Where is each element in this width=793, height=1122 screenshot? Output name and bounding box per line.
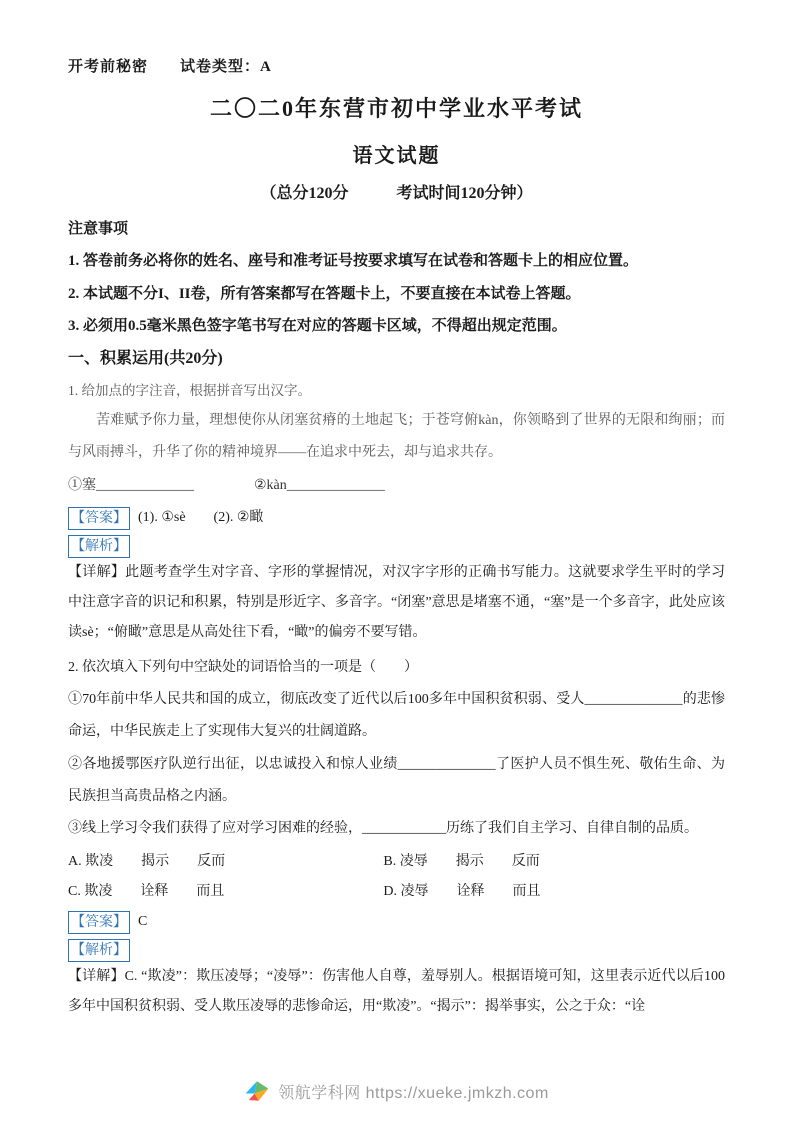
exam-score-time-info: （总分120分 考试时间120分钟） [260,185,533,202]
exam-title: 二〇二0年东营市初中学业水平考试 [209,96,583,121]
q2-option-a [68,847,383,876]
notice-item-1: 1. 答卷前务必将你的姓名、座号和准考证号按要求填写在试卷和答题卡上的相应位置。 [68,253,639,270]
q2-answer-label: 【答案】 [68,911,130,934]
watermark-text: 领航学科网 https://xueke.jmkzh.com [278,1084,549,1102]
q2-option-c-label: C. [68,883,81,899]
q1-answer-text: (1). ①sè (2). ②瞰 [138,509,264,525]
q1-blank-2: ②kàn______________ [254,477,385,493]
q2-option-d [383,877,725,906]
q1-analysis-line [68,535,725,558]
q2-option-c-text: 欺凌 诠释 而且 [84,883,225,899]
q2-option-a-text: 欺凌 揭示 反而 [85,854,226,870]
q1-analysis-label: 【解析】 [68,535,130,558]
q2-item-3: ③线上学习令我们获得了应对学习困难的经验，____________历练了我们自主学习、自律自制的品质。 [68,820,698,836]
q1-answer-label: 【答案】 [68,507,130,530]
q1-answer-line [68,502,725,535]
q2-option-d-text: 凌辱 诠释 而且 [400,883,541,899]
section-title: 一、积累运用(共20分) [68,350,223,367]
q2-detail: 【详解】C. “欺凌”：欺压凌辱；“凌辱”：伤害他人自尊，羞辱别人。根据语境可知，这里表示近代以后100多年中国积贫积弱、受人欺压凌辱的悲惨命运，用“欺凌”。“揭示”：揭举事实，公之于众：“诠 [68,968,725,1014]
q2-option-b-text: 凌辱 揭示 反而 [399,854,540,870]
q2-option-b [383,847,725,876]
footer-watermark [68,1078,725,1122]
q2-analysis-line [68,939,725,962]
q2-item-1: ①70年前中华人民共和国的成立，彻底改变了近代以后100多年中国积贫积弱、受人______________的悲惨命运，中华民族走上了实现伟大复兴的壮阔道路。 [68,692,725,740]
exam-subject-title: 语文试题 [352,145,441,167]
q1-passage: 苦难赋予你力量，理想使你从闭塞贫瘠的土地起飞；于苍穹俯kàn，你领略到了世界的无限和绚丽；而与风雨搏斗，升华了你的精神境界——在追求中死去，却与追求共存。 [68,413,725,461]
q2-answer-line [68,906,725,939]
q1-blank-1: ①塞______________ [68,477,194,493]
q1-stem: 1. 给加点的字注音，根据拼音写出汉字。 [68,382,311,398]
q1-detail: 【详解】此题考查学生对字音、字形的掌握情况，对汉字字形的正确书写能力。这就要求学生平时的学习中注意字音的识记和积累，特别是形近字、多音字。“闭塞”意思是堵塞不通，“塞”是一个多音字，此处应该读sè；“俯瞰”意思是从高处往下看，“瞰”的偏旁不要写错。 [68,564,725,640]
q2-answer-text: C [138,913,148,929]
notice-heading: 注意事项 [68,221,129,237]
q2-option-b-label: B. [383,854,397,870]
notice-item-3: 3. 必须用0.5毫米黑色签字笔书写在对应的答题卡区域，不得超出规定范围。 [68,317,567,334]
q2-stem: 2. 依次填入下列句中空缺处的词语恰当的一项是（ ） [68,660,418,676]
q2-option-d-label: D. [383,883,397,899]
q2-option-c [68,877,383,906]
q2-options [68,847,725,906]
q2-option-a-label: A. [68,854,82,870]
q1-blanks-line [68,470,725,502]
notice-item-2: 2. 本试题不分I、II卷，所有答案都写在答题卡上，不要直接在本试卷上答题。 [68,285,581,302]
site-logo-icon [244,1078,270,1104]
exam-secrecy-label: 开考前秘密 试卷类型：A [68,59,272,75]
q2-analysis-label: 【解析】 [68,939,130,962]
q2-item-2: ②各地援鄂医疗队逆行出征，以忠诚投入和惊人业绩______________了医护人员不惧生死、敬佑生命、为民族担当高贵品格之内涵。 [68,756,725,804]
